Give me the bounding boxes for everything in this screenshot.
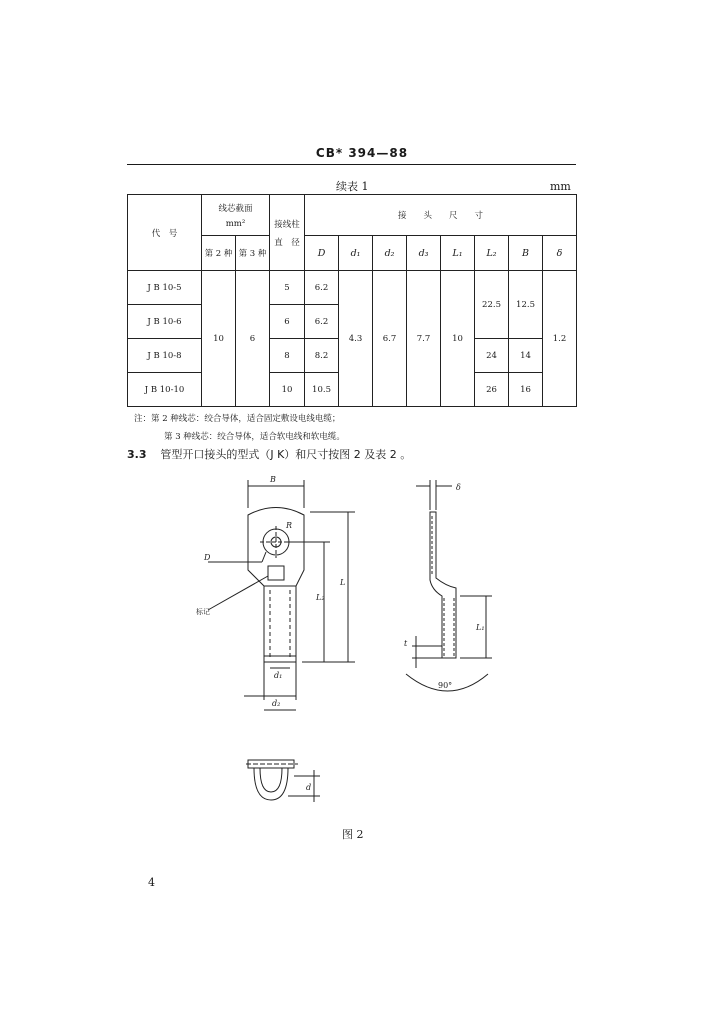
note-line-2: 第 3 种线芯：绞合导体，适合软电线和软电缆。 (164, 432, 345, 442)
label-delta: δ (456, 483, 461, 492)
figure-caption: 图 2 (342, 828, 364, 841)
header-d1: d₁ (339, 236, 373, 271)
label-B: B (270, 475, 276, 484)
cell-B: 16 (509, 373, 543, 407)
label-R: R (286, 521, 293, 530)
header-post-diameter: 接线柱 直 径 (270, 195, 305, 271)
cell-delta: 1.2 (543, 271, 577, 407)
header-D: D (305, 236, 339, 271)
label-L1: L₁ (476, 623, 485, 632)
header-d2: d₂ (373, 236, 407, 271)
cell-L2: 24 (475, 339, 509, 373)
header-rule (127, 164, 576, 165)
cell-B: 12.5 (509, 271, 543, 339)
label-L2: L₂ (316, 593, 325, 602)
table-unit: mm (550, 180, 571, 193)
label-mark: 标记 (196, 608, 210, 616)
table-row (128, 271, 577, 305)
figure-2 (180, 470, 510, 830)
cell-post: 6 (270, 305, 305, 339)
standard-number: CB* 394—88 (315, 146, 409, 160)
label-D: D (204, 553, 211, 562)
section-number: 3.3 (127, 448, 147, 461)
header-L1: L₁ (441, 236, 475, 271)
header-d3: d₃ (407, 236, 441, 271)
header-type2: 第 2 种 (202, 236, 236, 271)
header-L2: L₂ (475, 236, 509, 271)
header-type3: 第 3 种 (236, 236, 270, 271)
cell-type2: 10 (202, 271, 236, 407)
cell-L1: 10 (441, 271, 475, 407)
cell-D: 6.2 (305, 305, 339, 339)
section-heading (127, 446, 411, 462)
cell-D: 8.2 (305, 339, 339, 373)
header-core-area: 线芯截面 mm² (202, 195, 270, 236)
table-caption: 续表 1 (336, 180, 369, 193)
note-line-1: 注：第 2 种线芯：绞合导体，适合固定敷设电线电缆； (134, 414, 341, 424)
label-d2: d₂ (272, 699, 281, 708)
side-view (406, 480, 492, 691)
header-code: 代 号 (128, 195, 202, 271)
cell-D: 10.5 (305, 373, 339, 407)
cell-L2: 22.5 (475, 271, 509, 339)
dimensions-table (127, 194, 577, 407)
cell-post: 10 (270, 373, 305, 407)
header-joint-dims: 接 头 尺 寸 (305, 195, 577, 236)
cell-code: J B 10-6 (128, 305, 202, 339)
cell-L2: 26 (475, 373, 509, 407)
cell-code: J B 10-5 (128, 271, 202, 305)
cell-B: 14 (509, 339, 543, 373)
label-angle: 90° (438, 681, 453, 690)
header-B: B (509, 236, 543, 271)
cell-post: 8 (270, 339, 305, 373)
page-number: 4 (148, 876, 155, 889)
label-d1: d₁ (274, 671, 283, 680)
header-delta: δ (543, 236, 577, 271)
cell-code: J B 10-8 (128, 339, 202, 373)
cell-d1: 4.3 (339, 271, 373, 407)
cell-code: J B 10-10 (128, 373, 202, 407)
cell-type3: 6 (236, 271, 270, 407)
cell-d3: 7.7 (407, 271, 441, 407)
cell-D: 6.2 (305, 271, 339, 305)
cell-post: 5 (270, 271, 305, 305)
label-t: t (404, 639, 408, 648)
label-d: d (306, 783, 312, 792)
section-text: 管型开口接头的型式（J K）和尺寸按图 2 及表 2 。 (160, 448, 412, 461)
end-view (246, 760, 320, 802)
label-L: L (340, 578, 346, 587)
cell-d2: 6.7 (373, 271, 407, 407)
